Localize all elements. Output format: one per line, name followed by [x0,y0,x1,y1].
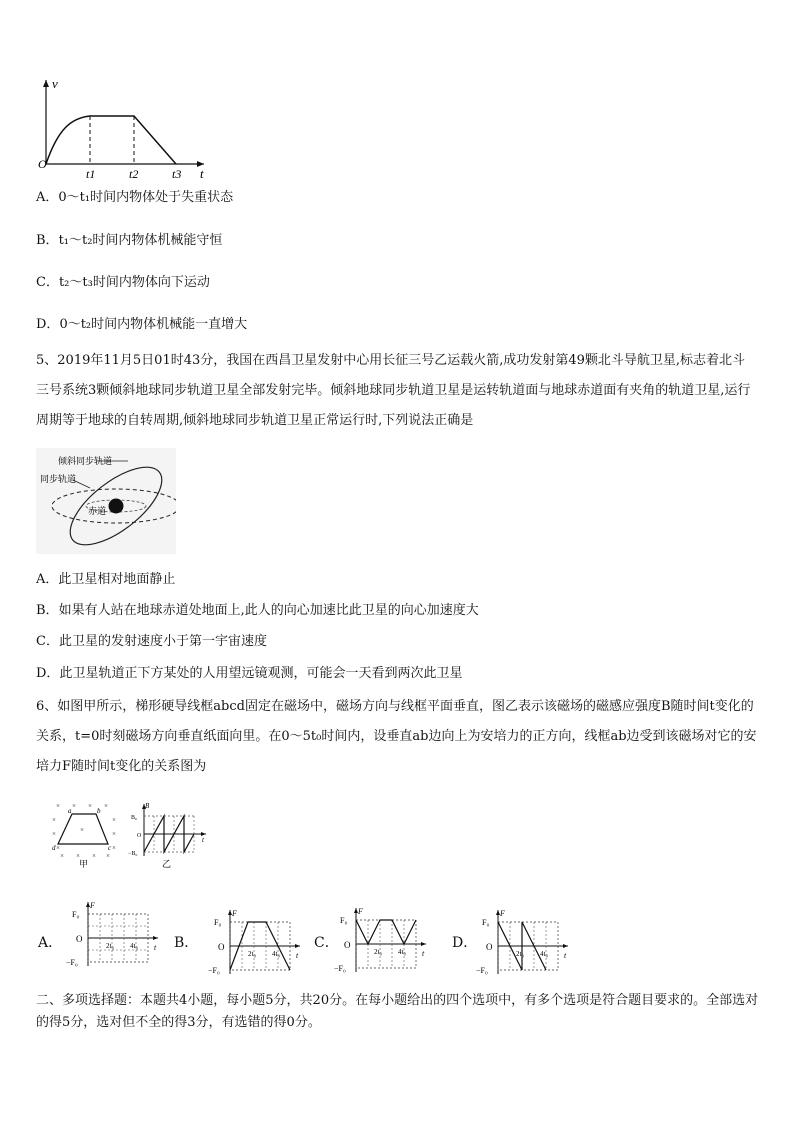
trapezoid-frame-diagram [50,800,120,868]
svg-text:4t₀: 4t₀ [398,948,406,956]
q5-stem: 5、2019年11月5日01时43分，我国在西昌卫星发射中心用长征三号乙运载火箭,成功发射第49颗北斗导航卫星,标志着北斗三号系统3颗倾斜地球同步轨道卫星全部发射完毕。倾斜地球同步轨道卫星是运转轨道面与地球赤道面有夹角的轨道卫星,运行周期等于地球的自转周期,倾斜地球同步轨道卫星正常运行时,下列说法正确是 [36,353,751,428]
q6-option-c-label: C． [314,935,339,951]
svg-text:F: F [90,901,95,910]
origin-label: O [38,157,47,171]
svg-text:×: × [56,844,60,852]
svg-text:c: c [108,844,112,852]
t3-label: t3 [172,167,182,181]
option-c-graph [330,904,430,976]
svg-text:t: t [296,951,299,960]
svg-text:t: t [422,949,425,958]
fig-yi-o-label: O [137,833,142,839]
svg-text:×: × [88,802,92,810]
q5-option-d: D．此卫星轨道正下方某处的人用望远镜观测，可能会一天看到两次此卫星 [36,666,463,681]
fig-yi-label: 乙 [162,859,172,868]
svg-text:×: × [112,830,116,838]
svg-text:−F₀: −F₀ [476,966,488,975]
svg-text:O: O [486,942,493,952]
svg-text:F₀: F₀ [482,918,490,927]
svg-text:F₀: F₀ [72,910,80,919]
svg-text:4t₀: 4t₀ [130,942,138,950]
inclined-orbit-label: 倾斜同步轨道 [58,456,113,466]
velocity-time-graph [36,74,216,182]
t1-label: t1 [86,167,96,181]
svg-text:×: × [112,844,116,852]
option-d-graph [472,906,572,978]
svg-text:×: × [76,852,80,860]
svg-text:×: × [60,852,64,860]
svg-text:×: × [112,816,116,824]
svg-text:2t₀: 2t₀ [106,942,114,950]
b-t-graph [128,800,210,868]
svg-text:O: O [344,940,351,950]
q6-option-d-label: D． [452,935,478,951]
q5-option-b: B．如果有人站在地球赤道处地面上,此人的向心加速比此卫星的向心加速度大 [36,603,479,618]
q4-option-d: D．0～t₂时间内物体机械能一直增大 [36,317,248,332]
svg-text:O: O [218,942,225,952]
svg-text:F: F [358,907,363,916]
svg-text:F: F [232,909,237,918]
q6-option-b-label: B． [174,935,199,951]
option-a-graph [62,898,162,970]
svg-text:×: × [56,802,60,810]
equator-label: 赤道 [88,506,107,516]
q6-option-a-label: A． [38,935,63,951]
fig-jia-label: 甲 [79,859,89,868]
svg-text:−F₀: −F₀ [208,966,220,975]
svg-text:−F₀: −F₀ [334,964,346,973]
svg-text:a: a [68,807,72,815]
svg-text:b: b [97,807,101,815]
fig-yi-b-label: B [145,802,150,810]
svg-text:F₀: F₀ [214,918,222,927]
svg-text:2t₀: 2t₀ [374,948,382,956]
earth-icon [109,499,124,514]
section-2-heading: 二、多项选择题：本题共4小题，每小题5分，共20分。在每小题给出的四个选项中，有多个选项是符合题目要求的。全部选对的得5分，选对但不全的得3分，有选错的得0分。 [36,993,759,1030]
svg-text:d: d [52,844,56,852]
q6-stem: 6、如图甲所示，梯形硬导线框abcd固定在磁场中，磁场方向与线框平面垂直，图乙表示该磁场的磁感应强度B随时间t变化的关系，t=0时刻磁场方向垂直纸面向里。在0～5t₀时间内，设垂直ab边向上为安培力的正方向，线框ab边受到该磁场对它的安培力F随时间t变化的关系图为 [36,699,757,774]
svg-text:×: × [104,802,108,810]
svg-text:2t₀: 2t₀ [516,950,524,958]
svg-text:F: F [500,909,505,918]
svg-text:4t₀: 4t₀ [272,950,280,958]
svg-text:×: × [92,852,96,860]
svg-text:×: × [106,852,110,860]
q5-option-c: C．此卫星的发射速度小于第一宇宙速度 [36,634,267,649]
svg-text:×: × [52,816,56,824]
v-axis-label: v [52,76,58,91]
svg-text:t: t [564,951,567,960]
svg-text:O: O [76,934,83,944]
svg-text:t: t [154,943,157,952]
svg-text:2t₀: 2t₀ [248,950,256,958]
svg-text:×: × [72,802,76,810]
option-b-graph [204,906,304,978]
svg-text:×: × [80,826,84,834]
orbit-diagram [36,448,176,554]
svg-text:F₀: F₀ [340,916,348,925]
q5-option-a: A．此卫星相对地面静止 [36,572,176,587]
svg-text:×: × [52,830,56,838]
t-axis-label: t [200,166,204,181]
svg-text:−F₀: −F₀ [66,958,78,967]
sync-orbit-label: 同步轨道 [40,474,77,484]
svg-text:4t₀: 4t₀ [540,950,548,958]
q4-option-b: B．t₁～t₂时间内物体机械能守恒 [36,233,223,248]
q4-option-c: C．t₂～t₃时间内物体向下运动 [36,275,210,290]
t2-label: t2 [129,167,139,181]
q4-option-a: A．0～t₁时间内物体处于失重状态 [36,190,234,205]
fig-yi-negb0-label: −B₀ [128,851,138,857]
fig-yi-b0-label: B₀ [131,815,138,821]
fig-yi-t-label: t [202,836,204,844]
